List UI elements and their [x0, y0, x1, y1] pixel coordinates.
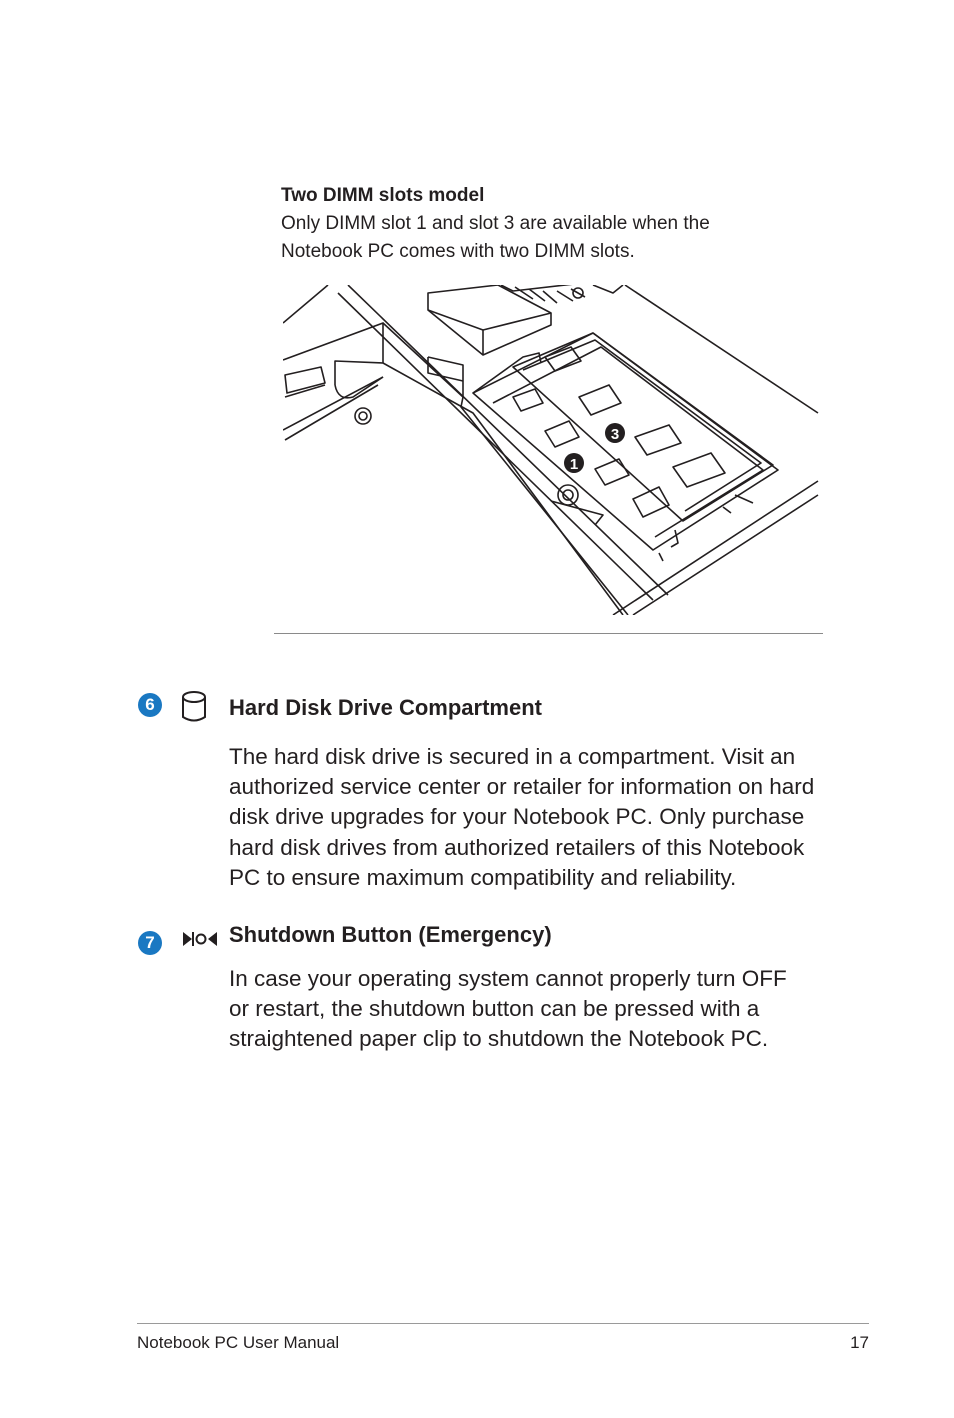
section-body: [229, 742, 829, 893]
callout-slot-3: 3: [610, 426, 620, 443]
hard-disk-icon: [180, 690, 208, 729]
section-body: [229, 964, 829, 1055]
dimm-diagram: [283, 285, 823, 615]
body-line: PC to ensure maximum compatibility and reliability.: [229, 864, 737, 890]
manual-title: Notebook PC User Manual: [137, 1333, 340, 1352]
body-line: hard disk drives from authorized retailers of this Notebook: [229, 834, 805, 860]
footer-divider: [137, 1323, 869, 1324]
dimm-slot-illustration: [283, 285, 823, 615]
section-number-badge: 7: [138, 931, 162, 955]
body-line: or restart, the shutdown button can be pressed with a: [229, 996, 760, 1022]
note-body-line: Notebook PC comes with two DIMM slots.: [281, 241, 635, 262]
body-line: The hard disk drive is secured in a compartment. Visit an: [229, 744, 796, 769]
shutdown-icon: [182, 930, 218, 953]
note-title: Two DIMM slots model: [281, 185, 485, 206]
note-body-line: Only DIMM slot 1 and slot 3 are available when the: [281, 213, 710, 234]
section-number-badge: 6: [138, 693, 162, 717]
dimm-note: [281, 182, 801, 266]
figure-divider: [274, 633, 823, 634]
callout-slot-1: 1: [569, 456, 579, 473]
page-number: 17: [850, 1333, 869, 1352]
section-title: Hard Disk Drive Compartment: [229, 695, 542, 720]
body-line: authorized service center or retailer for information on hard: [229, 774, 815, 800]
body-line: In case your operating system cannot properly turn OFF: [229, 966, 787, 991]
body-line: straightened paper clip to shutdown the Notebook PC.: [229, 1026, 769, 1052]
body-line: disk drive upgrades for your Notebook PC. Only purchase: [229, 804, 805, 830]
section-title: Shutdown Button (Emergency): [229, 922, 552, 947]
